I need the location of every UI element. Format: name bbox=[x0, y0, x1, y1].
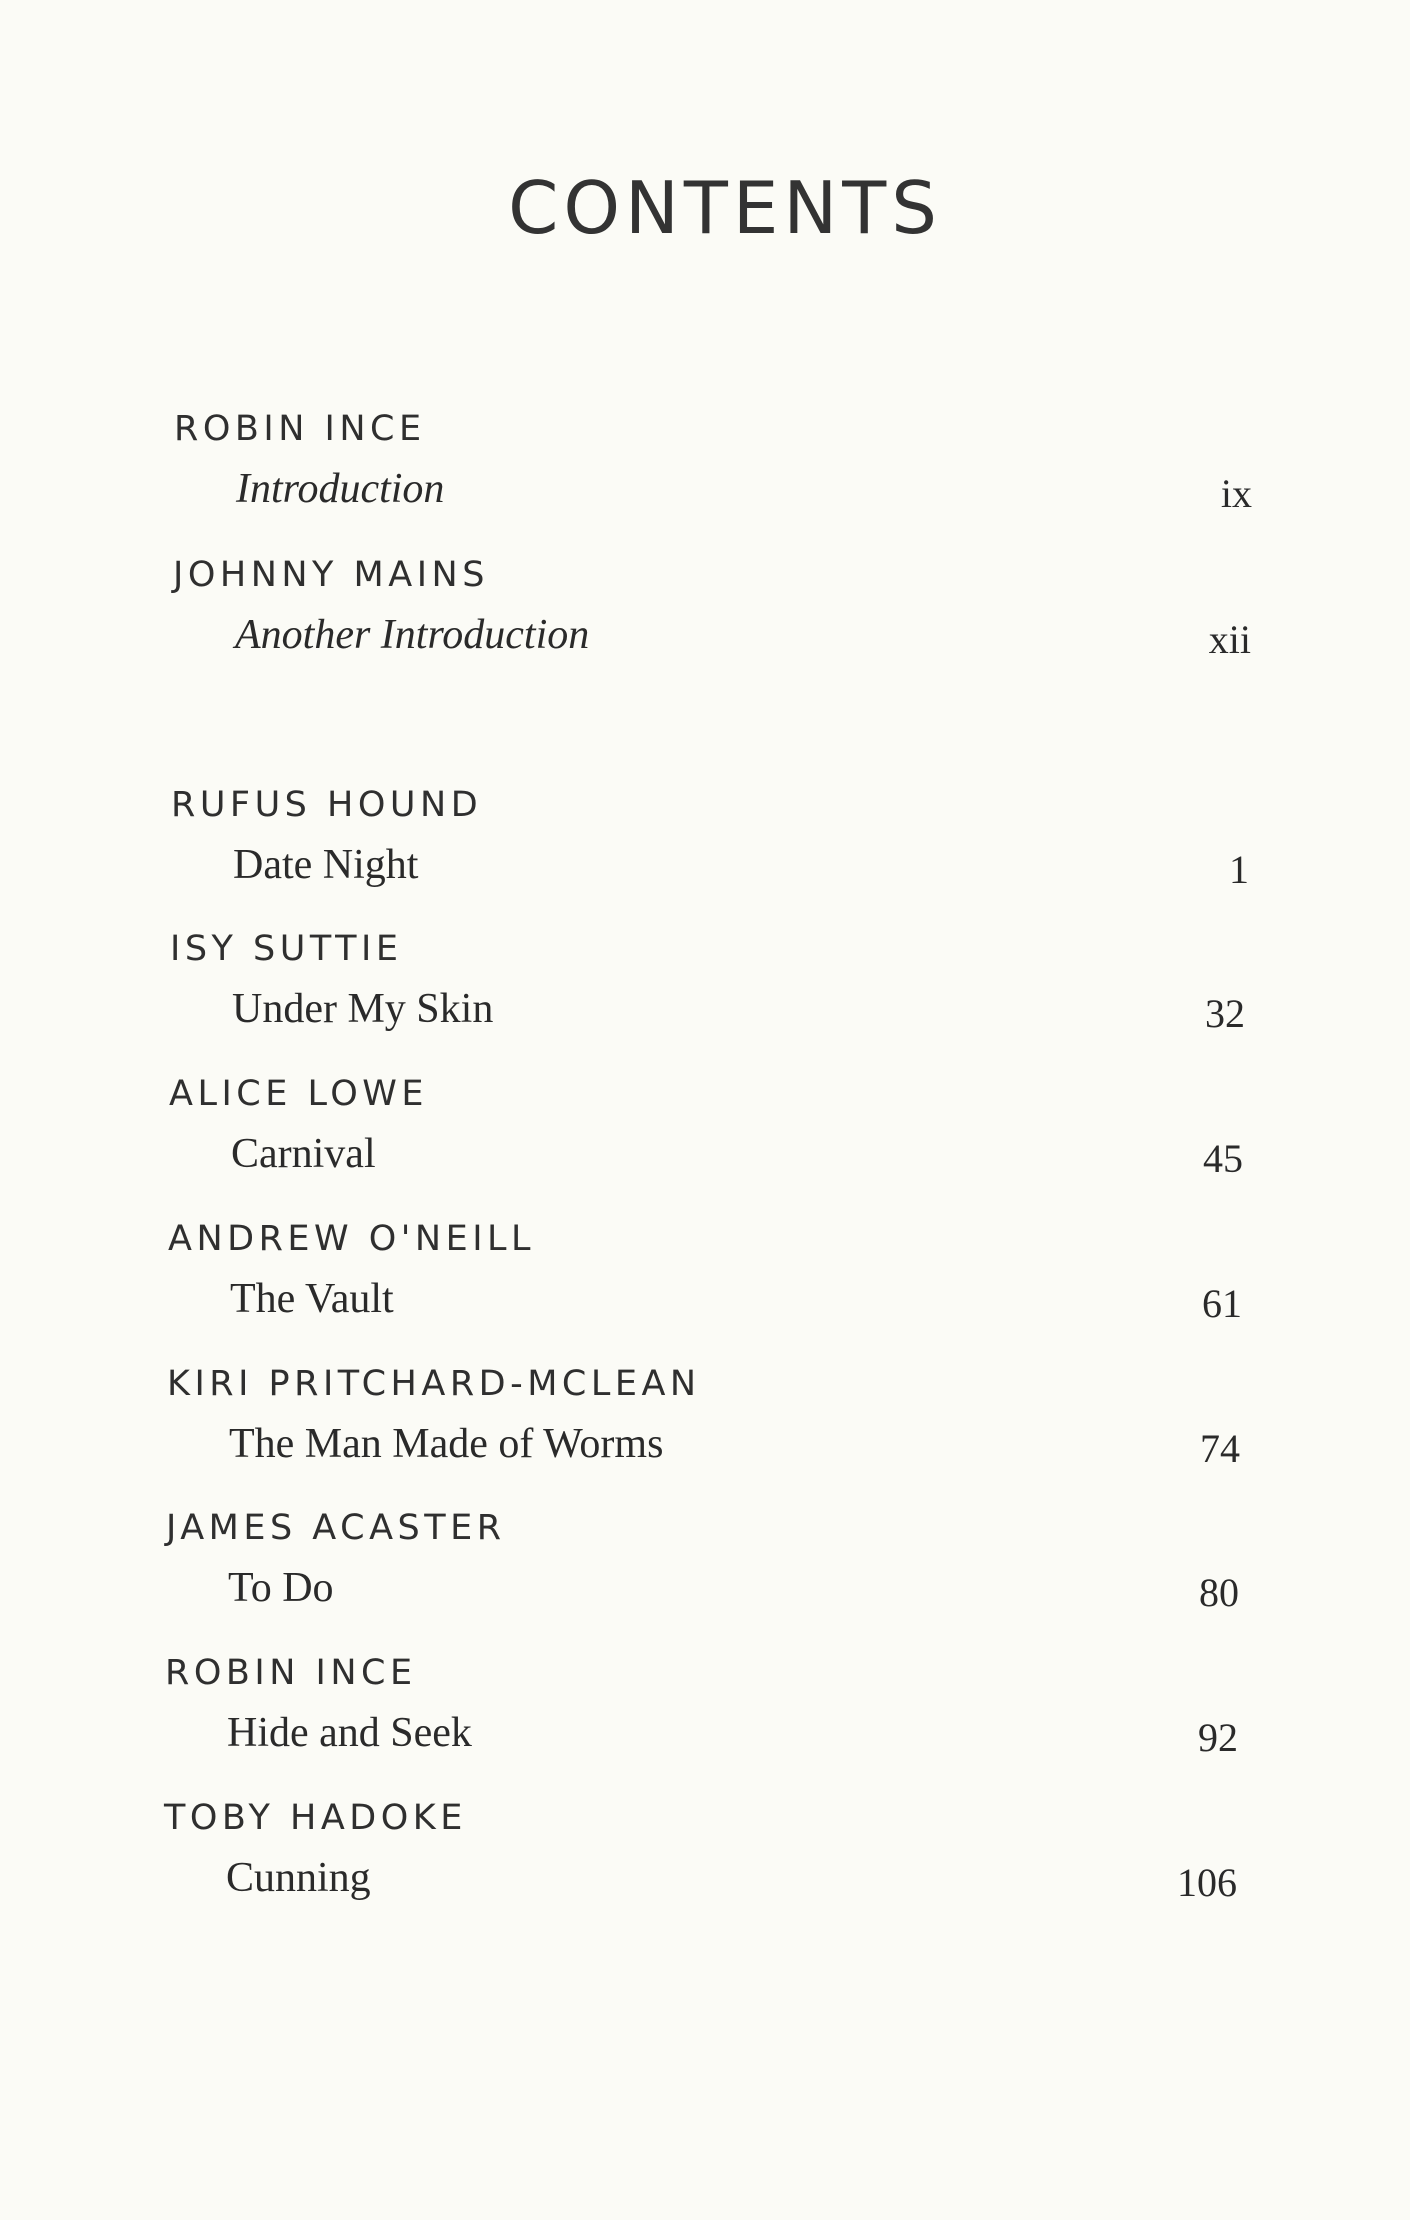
toc-author: ALICE LOWE bbox=[169, 1074, 428, 1114]
toc-author: RUFUS HOUND bbox=[171, 785, 483, 825]
toc-author: ANDREW O'NEILL bbox=[168, 1219, 536, 1259]
toc-page-number: 106 bbox=[1177, 1860, 1237, 1905]
toc-author: ISY SUTTIE bbox=[170, 929, 403, 969]
toc-page-number: 1 bbox=[1229, 847, 1249, 892]
toc-page-number: 61 bbox=[1202, 1281, 1242, 1326]
toc-title: The Vault bbox=[230, 1276, 394, 1322]
toc-title: Carnival bbox=[231, 1131, 376, 1177]
page-title: CONTENTS bbox=[508, 166, 942, 250]
toc-entry bbox=[170, 929, 1245, 1052]
toc-entry bbox=[174, 409, 1252, 532]
toc-page-number: xii bbox=[1208, 617, 1251, 662]
toc-page-number: 92 bbox=[1198, 1715, 1238, 1760]
toc-page-number: 45 bbox=[1203, 1136, 1243, 1181]
toc-entry bbox=[169, 1074, 1243, 1197]
toc-title: Another Introduction bbox=[235, 612, 590, 658]
toc-entry bbox=[171, 785, 1249, 908]
toc-page-number: ix bbox=[1220, 471, 1252, 516]
toc-author: JOHNNY MAINS bbox=[173, 555, 489, 595]
toc-title: Date Night bbox=[233, 842, 419, 888]
toc-entry bbox=[167, 1364, 1240, 1487]
toc-title: Introduction bbox=[236, 466, 445, 512]
toc-page-number: 80 bbox=[1199, 1570, 1239, 1615]
toc-author: ROBIN INCE bbox=[174, 409, 426, 449]
toc-author: ROBIN INCE bbox=[165, 1653, 417, 1693]
toc-entry bbox=[168, 1219, 1242, 1342]
toc-entry bbox=[173, 555, 1251, 678]
toc-title: The Man Made of Worms bbox=[229, 1421, 664, 1467]
toc-entry bbox=[165, 1653, 1238, 1776]
toc-entry bbox=[164, 1798, 1237, 1921]
toc-page-number: 74 bbox=[1200, 1426, 1240, 1471]
toc-author: JAMES ACASTER bbox=[166, 1508, 506, 1548]
toc-entry bbox=[166, 1508, 1239, 1631]
toc-title: Hide and Seek bbox=[227, 1710, 472, 1756]
toc-title: To Do bbox=[228, 1565, 334, 1611]
toc-page-number: 32 bbox=[1205, 991, 1245, 1036]
toc-title: Cunning bbox=[226, 1855, 371, 1901]
toc-title: Under My Skin bbox=[232, 986, 494, 1032]
toc-author: KIRI PRITCHARD-MCLEAN bbox=[167, 1364, 701, 1404]
toc-author: TOBY HADOKE bbox=[164, 1798, 467, 1838]
